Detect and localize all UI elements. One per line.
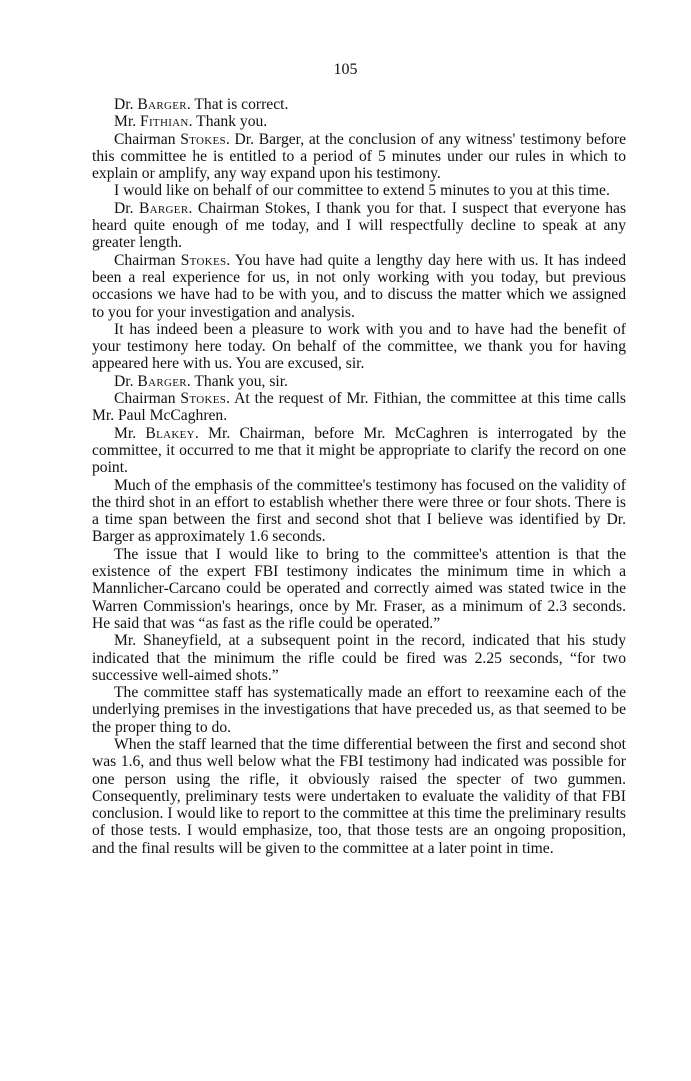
hearing-transcript bbox=[92, 96, 626, 857]
paragraph bbox=[92, 390, 626, 425]
speaker-name: Stokes bbox=[180, 130, 226, 148]
paragraph-text: The issue that I would like to bring to the committee's attention is that the existence of the expert FBI testimony indicates the minimum time in which a Mannlicher-Carcano could be operated and correctly aimed was stated twice in the Warren Commission's hearings, once by Mr. Fraser, as a minimum of 2.3 seconds. He said that was “as fast as the rifle could be operated.” bbox=[92, 545, 626, 632]
speaker-name: Stokes bbox=[180, 390, 227, 408]
speaker-name: Fithian bbox=[140, 113, 189, 131]
paragraph-text: . Thank you, sir. bbox=[186, 372, 288, 390]
paragraph-text: When the staff learned that the time differential between the first and second shot was 1.6, and thus well below what the FBI testimony had indicated was possible for one person using the rifle, it obviously raised the specter of two gummen. Consequently, preliminary tests were undertaken to evaluate the validity of that FBI conclusion. I would like to report to the committee at this time the preliminary results of those tests. I would emphasize, too, that those tests are an ongoing proposition, and the final results will be given to the committee at a later point in time. bbox=[92, 735, 626, 857]
paragraph-text: . Dr. Barger, at the conclusion of any witness' testimony before this committee he is entitled to a period of 5 minutes under our rules in which to explain or amplify, any way expand upon his testimony. bbox=[92, 130, 627, 183]
speaker-title: Mr. bbox=[114, 113, 140, 131]
paragraph-text: The committee staff has systematically made an effort to reexamine each of the underlying premises in the investigations that have preceded us, as that seemed to be the proper thing to do. bbox=[92, 684, 626, 736]
paragraph bbox=[92, 182, 626, 199]
page-number: 105 bbox=[333, 61, 358, 78]
speaker-title: Dr. bbox=[114, 199, 139, 217]
speaker-name: Barger bbox=[137, 372, 187, 390]
paragraph bbox=[92, 684, 626, 736]
paragraph bbox=[92, 373, 626, 390]
speaker-title: Chairman bbox=[114, 130, 181, 148]
paragraph bbox=[92, 546, 626, 632]
paragraph bbox=[92, 96, 626, 113]
paragraph-text: . Thank you. bbox=[188, 113, 268, 131]
paragraph-text: . At the request of Mr. Fithian, the committee at this time calls Mr. Paul McCaghren. bbox=[92, 390, 627, 425]
paragraph bbox=[92, 632, 626, 684]
speaker-title: Chairman bbox=[114, 390, 181, 408]
paragraph-text: . You have had quite a lengthy day here with us. It has indeed been a real experience for us, in not only working with you today, but previous occasions we have had to be with you, and to discuss the matter which we assigned to you for your investigation and analysis. bbox=[92, 251, 626, 321]
paragraph-text: Much of the emphasis of the committee's testimony has focused on the validity of the third shot in an effort to establish whether there were three or four shots. There is a time span between the first and second shot that I believe was identified by Dr. Barger as approximately 1.6 seconds. bbox=[92, 476, 626, 546]
speaker-title: Mr. bbox=[114, 424, 146, 442]
speaker-title: Dr. bbox=[114, 372, 138, 390]
speaker-title: Dr. bbox=[114, 96, 138, 113]
paragraph-text: It has indeed been a pleasure to work with you and to have had the benefit of your testimony here today. On behalf of the committee, we thank you for having appeared here with us. You are excused, sir. bbox=[92, 320, 626, 373]
speaker-title: Chairman bbox=[114, 251, 181, 269]
paragraph bbox=[92, 736, 626, 857]
paragraph bbox=[92, 425, 626, 477]
paragraph bbox=[92, 477, 626, 546]
paragraph-text: I would like on behalf of our committee to extend 5 minutes to you at this time. bbox=[114, 182, 610, 200]
paragraph bbox=[92, 131, 626, 183]
speaker-name: Stokes bbox=[180, 251, 227, 269]
paragraph-text: . Mr. Chairman, before Mr. McCaghren is interrogated by the committee, it occurred to me that it might be appropriate to clarify the record on one point. bbox=[92, 424, 626, 477]
paragraph bbox=[92, 321, 626, 373]
paragraph bbox=[92, 200, 626, 252]
speaker-name: Blakey bbox=[145, 424, 195, 442]
paragraph-text: . That is correct. bbox=[186, 96, 289, 113]
paragraph bbox=[92, 113, 626, 130]
speaker-name: Barger bbox=[137, 96, 187, 113]
paragraph-text: . Chairman Stokes, I thank you for that. I suspect that everyone has heard quite enough of me today, and I will respectfully decline to speak at any greater length. bbox=[92, 199, 627, 252]
speaker-name: Barger bbox=[138, 199, 189, 217]
paragraph bbox=[92, 252, 626, 321]
paragraph-text: Mr. Shaneyfield, at a subsequent point in the record, indicated that his study indicated that the minimum the rifle could be fired was 2.25 seconds, “for two successive well-aimed shots.” bbox=[92, 632, 626, 684]
